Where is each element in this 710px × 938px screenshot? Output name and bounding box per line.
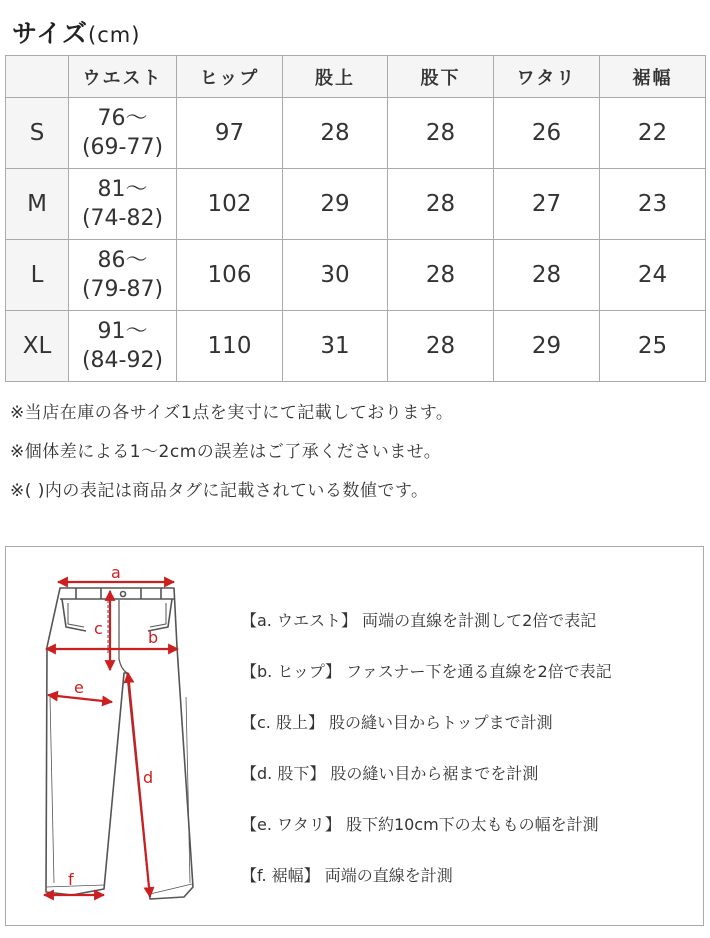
thigh-cell: 27 — [494, 169, 600, 240]
legend-item-waist: 【a. ウエスト】 両端の直線を計測して2倍で表記 — [241, 611, 597, 630]
table-header-row — [6, 56, 706, 98]
legend-item-inseam: 【d. 股下】 股の縫い目から裾までを計測 — [241, 764, 539, 783]
hip-cell: 102 — [177, 169, 283, 240]
waist-tag-value: (79-87) — [81, 277, 164, 302]
column-header-hip: ヒップ — [177, 56, 283, 98]
waist-value: 91〜 — [97, 319, 148, 344]
label-d: d — [143, 768, 154, 787]
table-row — [6, 169, 706, 240]
size-label: M — [6, 169, 69, 240]
waist-cell — [69, 98, 177, 169]
waist-cell — [69, 240, 177, 311]
label-c: c — [94, 619, 103, 638]
legend-item-hem: 【f. 裾幅】 両端の直線を計測 — [241, 866, 453, 885]
size-table — [5, 55, 706, 382]
title-unit: (cm) — [88, 23, 141, 47]
thigh-cell: 29 — [494, 311, 600, 382]
table-row — [6, 240, 706, 311]
note-item: ※( )内の表記は商品タグに記載されている数値です。 — [10, 481, 429, 501]
column-header-waist: ウエスト — [69, 56, 177, 98]
legend-item-rise: 【c. 股上】 股の縫い目からトップまで計測 — [241, 713, 553, 732]
column-header-thigh: ワタリ — [494, 56, 600, 98]
waist-value: 76〜 — [97, 106, 148, 131]
table-corner-cell — [6, 56, 69, 98]
note-item: ※当店在庫の各サイズ1点を実寸にて記載しております。 — [10, 403, 454, 423]
hip-cell: 97 — [177, 98, 283, 169]
waist-value: 81〜 — [97, 177, 148, 202]
inseam-cell: 28 — [388, 169, 494, 240]
waist-cell — [69, 311, 177, 382]
table-row — [6, 311, 706, 382]
label-b: b — [148, 628, 159, 647]
legend-item-thigh: 【e. ワタリ】 股下約10cm下の太ももの幅を計測 — [241, 815, 599, 834]
size-label: L — [6, 240, 69, 311]
rise-cell: 31 — [283, 311, 388, 382]
pants-outline — [46, 588, 193, 899]
measurement-legend — [241, 609, 612, 915]
measurement-guide — [5, 546, 704, 926]
label-e: e — [74, 678, 84, 697]
waist-cell — [69, 169, 177, 240]
waist-tag-value: (69-77) — [81, 135, 164, 160]
rise-cell: 28 — [283, 98, 388, 169]
notes — [10, 398, 453, 515]
legend-item-hip: 【b. ヒップ】 ファスナー下を通る直線を2倍で表記 — [241, 662, 612, 681]
hem-cell: 22 — [600, 98, 706, 169]
pants-diagram — [6, 547, 236, 925]
inseam-cell: 28 — [388, 311, 494, 382]
note-item: ※個体差による1〜2cmの誤差はご了承くださいませ。 — [10, 442, 442, 462]
hip-cell: 110 — [177, 311, 283, 382]
page-title — [12, 14, 140, 50]
waist-tag-value: (74-82) — [81, 206, 164, 231]
waist-value: 86〜 — [97, 248, 148, 273]
rise-cell: 29 — [283, 169, 388, 240]
size-label: S — [6, 98, 69, 169]
size-label: XL — [6, 311, 69, 382]
hem-cell: 25 — [600, 311, 706, 382]
column-header-inseam: 股下 — [388, 56, 494, 98]
hip-cell: 106 — [177, 240, 283, 311]
table-row — [6, 98, 706, 169]
column-header-rise: 股上 — [283, 56, 388, 98]
rise-cell: 30 — [283, 240, 388, 311]
hem-cell: 24 — [600, 240, 706, 311]
column-header-hem: 裾幅 — [600, 56, 706, 98]
label-a: a — [111, 563, 121, 582]
inseam-cell: 28 — [388, 98, 494, 169]
waist-tag-value: (84-92) — [81, 348, 164, 373]
hem-cell: 23 — [600, 169, 706, 240]
thigh-cell: 28 — [494, 240, 600, 311]
thigh-cell: 26 — [494, 98, 600, 169]
label-f: f — [68, 870, 74, 889]
inseam-cell: 28 — [388, 240, 494, 311]
title-main: サイズ — [12, 19, 89, 48]
